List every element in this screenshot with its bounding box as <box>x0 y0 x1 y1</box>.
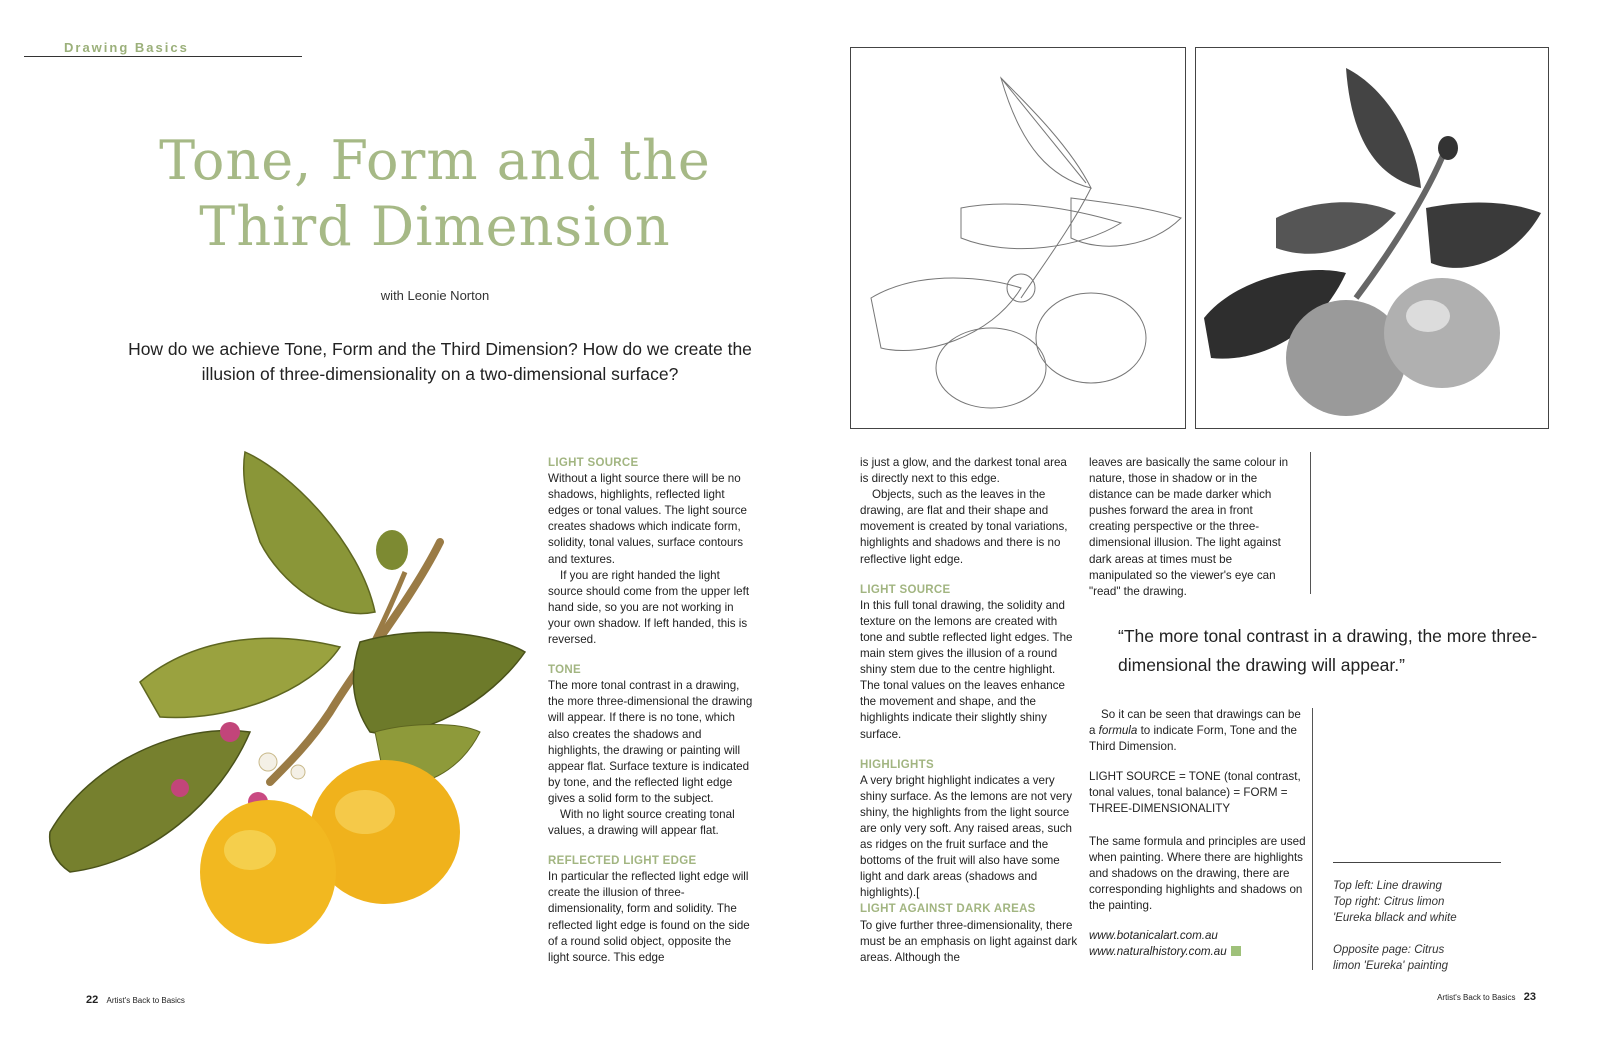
lemon-left <box>200 800 336 944</box>
paragraph: A very bright highlight indicates a very shiny surface. As the lemons are not very shiny, the highlights from the light source are only very soft. Any raised areas, such as ridges on the fruit surface and the bottoms of the fruit will also have some light and dark areas (shadows and highlights).[ <box>860 773 1073 900</box>
tonal-leaf-left <box>1276 202 1396 253</box>
url-naturalhistory[interactable]: www.naturalhistory.com.au <box>1089 944 1309 960</box>
heading-light-against-dark: LIGHT AGAINST DARK AREAS <box>860 903 1036 916</box>
line-lemon-1 <box>936 328 1046 408</box>
column-rule-bottom <box>1312 708 1313 970</box>
column-rule-top <box>1310 452 1311 594</box>
paragraph: In particular the reflected light edge will create the illusion of three-dimensionality, form and solidity. The reflected light edge is found on the side of a round solid object, opposite the light source. This edge <box>548 870 750 964</box>
line-vein-1 <box>1001 78 1086 183</box>
line-leaf-2 <box>961 204 1121 249</box>
paragraph: leaves are basically the same colour in nature, those in shadow or in the distance can be made darker which pushes forward the area in front creating perspective or the three-dimensional illusion. The light against dark areas at times must be manipulated so the viewer's eye can "read" the drawing. <box>1089 456 1289 598</box>
page-number-right: 23 <box>1523 991 1536 1003</box>
tonal-leaf-top <box>1346 68 1421 188</box>
leaf-left-upper <box>140 638 340 717</box>
page-number-left: 22 <box>86 994 99 1006</box>
section-label: Drawing Basics <box>64 40 189 55</box>
caption-line: Top right: Citrus limon <box>1333 896 1445 908</box>
column-3-bottom <box>1089 707 1309 960</box>
lemon-painting <box>30 432 530 962</box>
url-botanical[interactable]: www.botanicalart.com.au <box>1089 929 1218 943</box>
caption-line: 'Eureka bllack and white <box>1333 912 1457 924</box>
pull-quote: “The more tonal contrast in a drawing, the more three-dimensional the drawing will appear.” <box>1118 626 1538 675</box>
caption-line: Opposite page: Citrus <box>1333 944 1445 956</box>
blossom-1 <box>220 722 240 742</box>
paragraph: To give further three-dimensionality, there must be an emphasis on light against dark areas. Although the <box>860 918 1078 964</box>
tonal-bud <box>1438 136 1458 160</box>
heading-light-source-2: LIGHT SOURCE <box>860 583 951 596</box>
paragraph: With no light source creating tonal values, a drawing will appear flat. <box>548 807 735 838</box>
paragraph: If you are right handed the light source should come from the upper left hand side, so you are not working in your own shadow. If left handed, this is reversed. <box>548 568 750 647</box>
tonal-leaf-right <box>1426 203 1541 268</box>
captions <box>1333 878 1533 974</box>
paragraph: So it can be seen that drawings can be a formula to indicate Form, Tone and the Third Dimension. <box>1089 708 1301 754</box>
blossom-4 <box>259 753 277 771</box>
leaf-right <box>353 632 525 733</box>
byline: with Leonie Norton <box>380 288 490 303</box>
formula: LIGHT SOURCE = TONE (tonal contrast, tonal values, tonal balance) = FORM = THREE-DIMENSIONALITY <box>1089 770 1301 816</box>
line-leaf-3 <box>871 278 1021 351</box>
blossom-5 <box>291 765 305 779</box>
paragraph: Without a light source there will be no shadows, highlights, reflected light edges or tonal values. The light source creates shadows which indicate form, solidity, tonal values, surface contours and textures. <box>548 472 747 566</box>
tonal-lemon-2 <box>1384 278 1500 388</box>
lemon-painting-svg <box>30 432 530 962</box>
tonal-drawing-frame <box>1195 47 1549 429</box>
article-title <box>110 128 760 260</box>
paragraph: The same formula and principles are used when painting. Where there are highlights and shadows on the drawing, there are corresponding highlights and shadows on the painting. <box>1089 834 1306 912</box>
paragraph: Objects, such as the leaves in the drawing, are flat and their shape and movement is created by tonal variations, highlights and shadows and there is no reflective light edge. <box>860 488 1068 566</box>
paragraph: is just a glow, and the darkest tonal area is directly next to this edge. <box>860 456 1067 486</box>
heading-reflected-light-edge: REFLECTED LIGHT EDGE <box>548 855 697 868</box>
paragraph: In this full tonal drawing, the solidity and texture on the lemons are created with tone and subtle reflected light edges. The main stem gives the illusion of a round shiny stem due to the centre highlight. The tonal values on the leaves enhance the movement and shape, and the highlights indicate their slightly shiny surface. <box>860 598 1073 741</box>
paragraph: The more tonal contrast in a drawing, the more three-dimensional the drawing will appear. If there is no tone, which also creates the shadows and highlights, the drawing or painting will appear flat. Surface texture is indicated by tone, and the reflected light edge gives a solid form to the subject. <box>548 679 753 805</box>
title-line-2: Third Dimension <box>199 195 671 258</box>
footer-left <box>86 994 185 1006</box>
lemon-left-highlight <box>224 830 276 870</box>
heading-highlights: HIGHLIGHTS <box>860 758 934 771</box>
tonal-drawing-svg <box>1196 48 1548 428</box>
heading-light-source: LIGHT SOURCE <box>548 457 639 469</box>
line-drawing-svg <box>851 48 1185 428</box>
end-mark-icon <box>1231 946 1241 956</box>
tonal-lemon-highlight <box>1406 300 1450 332</box>
caption-line: Top left: Line drawing <box>1333 880 1442 892</box>
lemon-right-highlight <box>335 790 395 834</box>
footer-right <box>1437 991 1536 1003</box>
line-drawing-frame <box>850 47 1186 429</box>
leaf-top <box>244 452 375 614</box>
bud <box>376 530 408 570</box>
line-lemon-2 <box>1036 293 1146 383</box>
caption-line: limon 'Eureka' painting <box>1333 960 1448 972</box>
blossom-2 <box>171 779 189 797</box>
lede: How do we achieve Tone, Form and the Third Dimension? How do we create the illusion of three-dimensionality on a two-dimensional surface? <box>128 339 752 384</box>
section-rule <box>24 56 302 57</box>
footer-publication-right: Artist's Back to Basics <box>1437 993 1516 1002</box>
heading-tone: TONE <box>548 664 581 677</box>
column-3-top <box>1089 455 1294 600</box>
column-1 <box>548 455 753 966</box>
line-stem <box>1021 188 1091 298</box>
caption-rule <box>1333 862 1501 863</box>
footer-publication-left: Artist's Back to Basics <box>106 996 185 1005</box>
title-line-1: Tone, Form and the <box>159 129 711 192</box>
column-2 <box>860 455 1078 966</box>
